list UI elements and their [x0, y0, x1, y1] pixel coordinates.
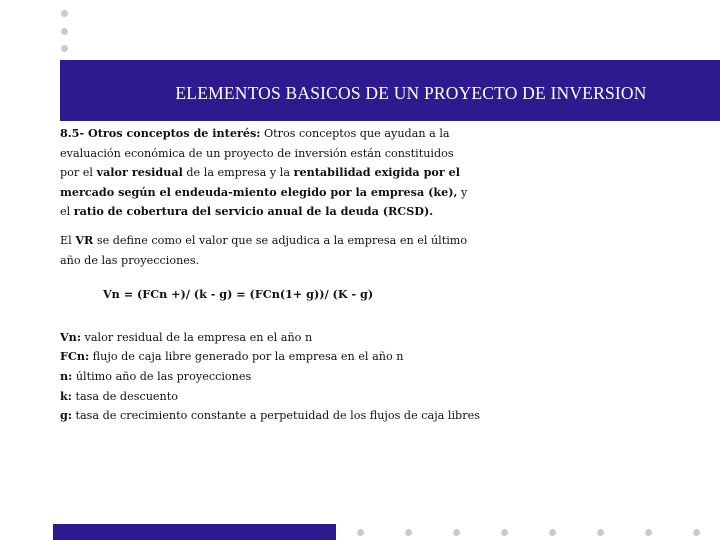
definition-item	[60, 328, 490, 348]
vr-definition-paragraph	[60, 231, 480, 270]
title-banner	[60, 60, 720, 121]
vr-term: VR	[75, 232, 94, 247]
intro-text-1: Otros conceptos que ayudan a la evaluación económica de un proyecto de inversión están constituidos por el	[60, 127, 454, 180]
definition-text: flujo de caja libre generado por la empresa en el año n	[89, 350, 404, 364]
decorative-dot	[501, 529, 508, 536]
decorative-dot	[61, 28, 68, 35]
vr-prefix: El	[60, 233, 76, 247]
decorative-dot	[597, 529, 604, 536]
slide-body	[60, 124, 490, 426]
definition-text: valor residual de la empresa en el año n	[80, 330, 313, 344]
decorative-dot	[405, 529, 412, 536]
decorative-dot	[549, 529, 556, 536]
definition-text: último año de las proyecciones	[72, 369, 252, 383]
decorative-dot	[61, 45, 68, 52]
definition-term: k:	[60, 388, 72, 403]
intro-paragraph	[60, 124, 470, 222]
decorative-dot	[645, 529, 652, 536]
definition-text: tasa de crecimiento constante a perpetuidad de los flujos de caja libres	[71, 409, 480, 423]
definition-item	[60, 406, 490, 426]
intro-text-2: de la empresa y la	[182, 166, 294, 180]
variable-definitions	[60, 328, 490, 426]
vr-text: se define como el valor que se adjudica a la empresa en el último año de las proyecciones.	[60, 233, 468, 267]
residual-value-formula: Vn = (FCn +)/ (k - g) = (FCn(1+ g))/ (K - g)	[103, 287, 374, 302]
intro-text-3: y el	[60, 185, 468, 219]
term-rentabilidad-exigida: rentabilidad exigida por el mercado según el endeuda-miento elegido por la empresa (ke),	[60, 165, 461, 199]
term-rcsd: ratio de cobertura del servicio anual de la deuda (RCSD).	[73, 204, 434, 219]
footer-accent-bar	[53, 524, 336, 540]
definition-term: FCn:	[60, 349, 90, 364]
definition-item	[60, 367, 490, 387]
definition-term: n:	[60, 368, 73, 383]
definition-term: Vn:	[60, 329, 81, 344]
definition-term: g:	[60, 408, 72, 423]
definition-text: tasa de descuento	[71, 389, 178, 403]
decorative-dot	[453, 529, 460, 536]
section-heading: 8.5- Otros conceptos de interés:	[60, 126, 261, 140]
slide-title: ELEMENTOS BASICOS DE UN PROYECTO DE INVERSION	[175, 83, 647, 103]
decorative-dot	[61, 10, 68, 17]
decorative-dot	[693, 529, 700, 536]
definition-item	[60, 387, 490, 407]
decorative-dot	[357, 529, 364, 536]
definition-item	[60, 347, 490, 367]
term-valor-residual: valor residual	[96, 165, 183, 180]
